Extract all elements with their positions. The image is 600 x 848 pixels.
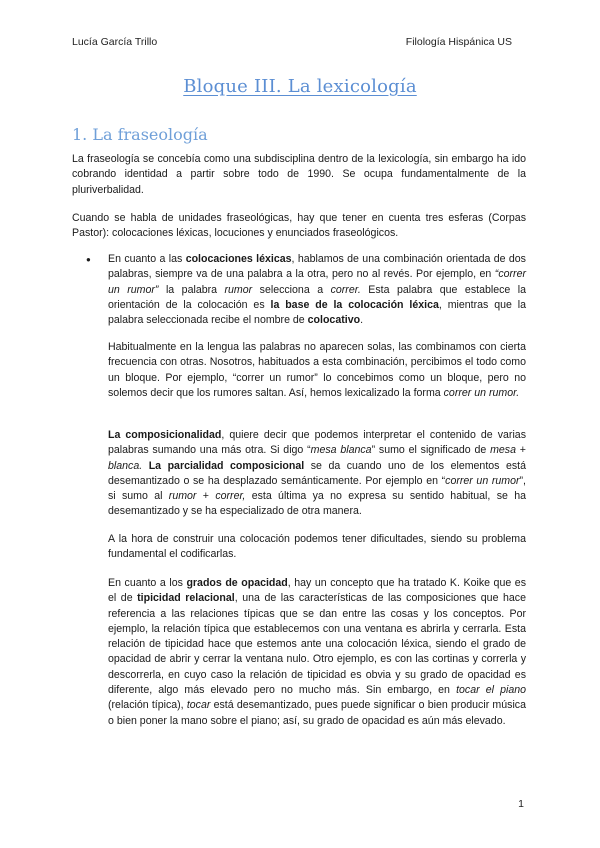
italic-example: correr. xyxy=(330,283,361,296)
bold-term: grados de opacidad xyxy=(186,577,288,589)
paragraph-composicionalidad-text xyxy=(108,428,526,520)
paragraph-opacidad-text xyxy=(108,576,526,729)
text-run: selecciona a xyxy=(252,283,331,296)
text-run: , una de las características de las composiciones que hace referencia a las relaciones típicas que se dan entre las cosas y los conceptos. Por ejemplo, la relación típica que establecemos con una ventana es abrirla y cerrarla. Esta relación de tipicidad hace que estemos ante una colocación léxica, siendo el grado de opacidad de abrir y cerrar la ventana nulo. Otro ejemplo, es con las cortinas y correrla y descorrerla, en cuyo caso la relación de tipicidad es obvia y su grado de opacidad es diferente, algo más elevado pero no mucho más. Sin embargo, en xyxy=(108,592,526,697)
text-run: , hay un concepto que ha tratado K. Koike que es el de xyxy=(108,577,526,605)
paragraph-spheres xyxy=(72,211,526,242)
bold-term: tipicidad relacional xyxy=(137,592,235,605)
italic-example: tocar xyxy=(186,699,211,712)
italic-example: correr, xyxy=(215,490,246,503)
text-run: . xyxy=(360,314,364,327)
paragraph-intro-text: La fraseología se concebía como una subdisciplina dentro de la lexicología, sin embargo ha ido cobrando identidad a partir sobre todo de 1990. Se ocupa fundamentalmente de la pluriverbalidad. xyxy=(72,153,526,196)
italic-example: correr un rumor. xyxy=(443,386,520,399)
text-run: , hablamos de una combinación orientada de dos palabras, siempre va de una palabra a la otra, pero no al revés. Por ejemplo, en xyxy=(108,253,526,281)
section-heading: 1. La fraseología xyxy=(72,125,208,144)
bullet-item-colocaciones xyxy=(72,252,526,328)
header-department: Filología Hispánica US xyxy=(405,36,512,48)
bold-term: La composicionalidad xyxy=(108,429,222,441)
paragraph-opacidad xyxy=(108,576,526,729)
italic-example: mesa xyxy=(490,444,516,457)
text-run: + xyxy=(196,490,216,503)
bold-term: La parcialidad composicional xyxy=(148,459,305,472)
text-run: , quiere decir que podemos interpretar el contenido de varias palabras sumando una más otra. Si digo “ xyxy=(108,429,526,457)
paragraph-habitualmente-text xyxy=(108,340,526,401)
italic-example: blanca. xyxy=(108,459,143,472)
text-run: , mientras que la palabra seleccionada recibe el nombre de xyxy=(108,298,526,327)
header-author: Lucía García Trillo xyxy=(72,36,158,48)
text-run: En cuanto a las xyxy=(108,253,186,265)
italic-example: rumor xyxy=(168,490,197,503)
italic-example: rumor xyxy=(224,283,253,296)
text-run: En cuanto a los xyxy=(108,577,187,589)
paragraph-spheres-text: Cuando se habla de unidades fraseológicas, hay que tener en cuenta tres esferas (Corpas Pastor): colocaciones léxicas, locuciones y enunciados fraseológicos. xyxy=(72,212,526,240)
italic-example: tocar el piano xyxy=(456,684,526,697)
text-run: se da cuando uno de los elementos está desemantizado o se ha desplazado semánticamente. Por ejemplo en “ xyxy=(108,459,526,487)
paragraph-intro xyxy=(72,152,526,198)
text-run: Esta palabra que establece la orientación de la colocación es xyxy=(108,283,527,311)
bold-term: colocaciones léxicas xyxy=(185,253,292,265)
text-run: Habitualmente en la lengua las palabras no aparecen solas, las combinamos con cierta frecuencia con otras. Nosotros, habituados a esta combinación, percibimos el todo como un bloque. Por ejemplo, “correr un rumor” lo concebimos como un bloque, pero no solemos decir que los rumores saltan. Así, hemos lexicalizado la forma xyxy=(108,341,526,399)
italic-example: correr un rumor xyxy=(445,474,520,487)
document-title: Bloque III. La lexicología xyxy=(183,76,417,97)
italic-example: “correr un rumor” xyxy=(108,268,526,296)
text-run: ” sumo el significado de xyxy=(371,444,491,457)
paragraph-codificar-text: A la hora de construir una colocación podemos tener dificultades, siendo su problema fundamental el codificarlas. xyxy=(108,533,526,561)
text-run: + xyxy=(515,444,526,457)
italic-example: mesa blanca xyxy=(310,444,372,457)
text-run: (relación típica), xyxy=(108,699,187,712)
text-run: esta última ya no expresa su sentido habitual, se ha desemantizado y se ha especializado de otra manera. xyxy=(108,490,526,518)
text-run: la palabra xyxy=(158,283,225,296)
bullet-list xyxy=(72,252,526,328)
bold-term: la base de la colocación léxica xyxy=(270,298,439,311)
text-run: ”, si sumo al xyxy=(108,474,526,503)
paragraph-habitualmente xyxy=(108,340,526,401)
text-run: está desemantizado, pues puede significar o bien producir música o bien poner la mano sobre el piano; así, su grado de opacidad es aún más elevado. xyxy=(108,699,526,727)
paragraph-codificar xyxy=(108,532,526,563)
page-number: 1 xyxy=(518,798,524,810)
paragraph-composicionalidad xyxy=(108,428,526,520)
bold-term: colocativo xyxy=(307,314,361,327)
